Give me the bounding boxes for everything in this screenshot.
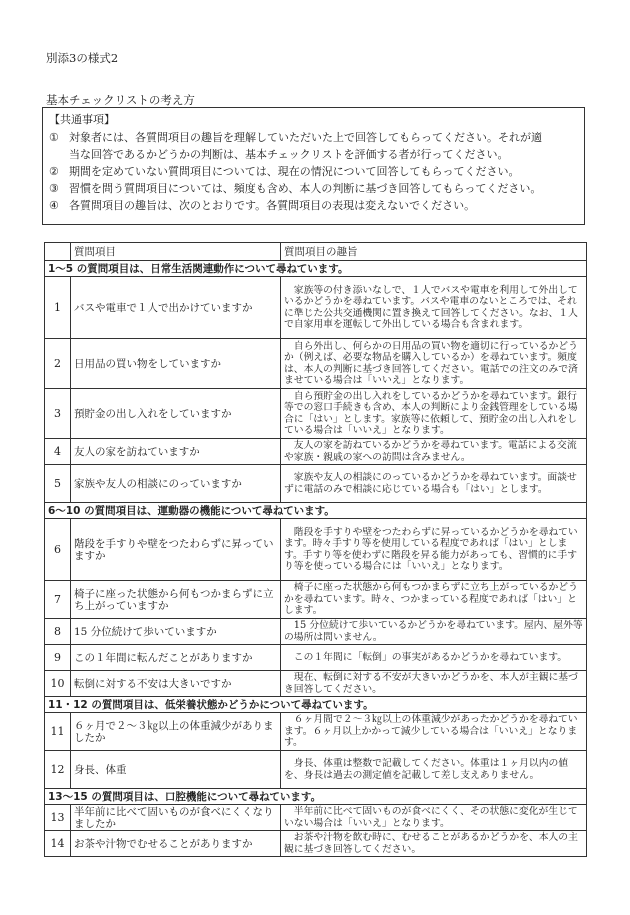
item-number: 11 — [45, 713, 71, 751]
section-title: 6～10 の質問項目は、運動器の機能について尋ねています。 — [45, 503, 587, 519]
note-marker: ① — [49, 131, 59, 144]
item-question: 転倒に対する不安は大きいですか — [71, 671, 281, 697]
note-marker: ② — [49, 165, 59, 178]
item-purpose: 家族等の付き添いなしで、１人でバスや電車を利用して外出しているかどうかを尋ねています。バスや電車のないところでは、それに準じた公共交通機関に置き換えて回答してください。なお、１人で自家用車を運転して外出している場合も含まれます。 — [281, 277, 587, 339]
table-row — [45, 389, 587, 439]
common-notes-heading: 【共通事項】 — [49, 113, 115, 126]
item-question: 椅子に座った状態から何もつかまらずに立ち上がっていますか — [71, 581, 281, 619]
note-marker: ④ — [49, 199, 59, 212]
table-row — [45, 645, 587, 671]
item-number: 12 — [45, 751, 71, 789]
item-purpose: お茶や汁物を飲む時に、むせることがあるかどうかを、本人の主観に基づき回答してください。 — [281, 831, 587, 857]
item-number: 1 — [45, 277, 71, 339]
item-question: 家族や友人の相談にのっていますか — [71, 465, 281, 503]
table-row — [45, 619, 587, 645]
item-question: 身長、体重 — [71, 751, 281, 789]
section-title: 11・12 の質問項目は、低栄養状態かどうかについて尋ねています。 — [45, 697, 587, 713]
document-title: 基本チェックリストの考え方 — [46, 93, 195, 107]
item-number: 5 — [45, 465, 71, 503]
item-number: 8 — [45, 619, 71, 645]
table-row — [45, 805, 587, 831]
item-question: お茶や汁物でむせることがありますか — [71, 831, 281, 857]
item-question: 半年前に比べて固いものが食べにくくなりましたか — [71, 805, 281, 831]
note-text: 習慣を問う質問項目については、頻度も含め、本人の判断に基づき回答してもらってください。 — [69, 182, 542, 195]
item-purpose: 現在、転倒に対する不安が大きいかどうかを、本人が主観に基づき回答してください。 — [281, 671, 587, 697]
note-continuation: 当な回答であるかどうかの判断は、基本チェックリストを評価する者が行ってください。 — [69, 148, 509, 161]
item-number: 2 — [45, 339, 71, 389]
item-number: 14 — [45, 831, 71, 857]
table-row — [45, 465, 587, 503]
section-title: 13～15 の質問項目は、口腔機能について尋ねています。 — [45, 789, 587, 805]
table-header-row — [45, 243, 587, 261]
table-row — [45, 751, 587, 789]
common-note-item — [49, 163, 578, 180]
common-note-item — [49, 129, 578, 146]
item-purpose: ６ヶ月間で２～３㎏以上の体重減少があったかどうかを尋ねています。６ヶ月以上かかって減少している場合は「いいえ」となります。 — [281, 713, 587, 751]
header-question: 質問項目 — [71, 243, 281, 261]
note-marker: ③ — [49, 182, 59, 195]
header-purpose: 質問項目の趣旨 — [281, 243, 587, 261]
item-number: 6 — [45, 519, 71, 581]
item-number: 4 — [45, 439, 71, 465]
item-purpose: 自ら預貯金の出し入れをしているかどうかを尋ねています。銀行等での窓口手続きも含め、本人の判断により金銭管理をしている場合に「はい」とします。家族等に依頼して、預貯金の出し入れをしている場合は「いいえ」となります。 — [281, 389, 587, 439]
item-question: ６ヶ月で２～３㎏以上の体重減少がありましたか — [71, 713, 281, 751]
item-question: バスや電車で１人で出かけていますか — [71, 277, 281, 339]
item-number: 3 — [45, 389, 71, 439]
item-question: 日用品の買い物をしていますか — [71, 339, 281, 389]
item-question: 友人の家を訪ねていますか — [71, 439, 281, 465]
item-question: 15 分位続けて歩いていますか — [71, 619, 281, 645]
document-label: 別添3の様式2 — [46, 51, 119, 65]
section-title: 1～5 の質問項目は、日常生活関連動作について尋ねています。 — [45, 261, 587, 277]
table-row — [45, 831, 587, 857]
common-note-item — [49, 180, 578, 197]
table-row — [45, 439, 587, 465]
item-purpose: この１年間に「転倒」の事実があるかどうかを尋ねています。 — [281, 645, 587, 671]
common-notes-box — [42, 107, 585, 225]
section-row — [45, 789, 587, 805]
note-text: 対象者には、各質問項目の趣旨を理解していただいた上で回答してもらってください。それが適 — [69, 131, 542, 144]
item-purpose: 15 分位続けて歩いているかどうかを尋ねています。屋内、屋外等の場所は問いません。 — [281, 619, 587, 645]
table-row — [45, 339, 587, 389]
item-purpose: 友人の家を訪ねているかどうかを尋ねています。電話による交流や家族・親戚の家への訪問は含みません。 — [281, 439, 587, 465]
section-row — [45, 697, 587, 713]
item-number: 10 — [45, 671, 71, 697]
table-row — [45, 713, 587, 751]
note-text: 期間を定めていない質問項目については、現在の情況について回答してもらってください。 — [69, 165, 520, 178]
section-row — [45, 261, 587, 277]
common-note-item — [49, 197, 578, 214]
checklist-table — [44, 242, 587, 857]
item-question: この１年間に転んだことがありますか — [71, 645, 281, 671]
item-number: 7 — [45, 581, 71, 619]
table-row — [45, 277, 587, 339]
item-number: 13 — [45, 805, 71, 831]
item-question: 階段を手すりや壁をつたわらずに昇っていますか — [71, 519, 281, 581]
header-number — [45, 243, 71, 261]
table-row — [45, 581, 587, 619]
note-text: 各質問項目の趣旨は、次のとおりです。各質問項目の表現は変えないでください。 — [69, 199, 476, 212]
item-purpose: 身長、体重は整数で記載してください。体重は１ヶ月以内の値を、身長は過去の測定値を記載して差し支えありません。 — [281, 751, 587, 789]
table-row — [45, 671, 587, 697]
item-purpose: 椅子に座った状態から何もつかまらずに立ち上がっているかどうかを尋ねています。時々、つかまっている程度であれば「はい」とします。 — [281, 581, 587, 619]
item-question: 預貯金の出し入れをしていますか — [71, 389, 281, 439]
item-purpose: 自ら外出し、何らかの日用品の買い物を適切に行っているかどうか（例えば、必要な物品を購入しているか）を尋ねています。頻度は、本人の判断に基づき回答してください。電話での注文のみで済ませている場合は「いいえ」となります。 — [281, 339, 587, 389]
item-purpose: 家族や友人の相談にのっているかどうかを尋ねています。面談せずに電話のみで相談に応じている場合も「はい」とします。 — [281, 465, 587, 503]
item-number: 9 — [45, 645, 71, 671]
table-row — [45, 519, 587, 581]
item-purpose: 階段を手すりや壁をつたわらずに昇っているかどうかを尋ねています。時々手すり等を使用している程度であれば「はい」とします。手すり等を使わずに階段を昇る能力があっても、習慣的に手すり等を使っている場合には「いいえ」となります。 — [281, 519, 587, 581]
section-row — [45, 503, 587, 519]
item-purpose: 半年前に比べて固いものが食べにくく、その状態に変化が生じていない場合は「いいえ」となります。 — [281, 805, 587, 831]
